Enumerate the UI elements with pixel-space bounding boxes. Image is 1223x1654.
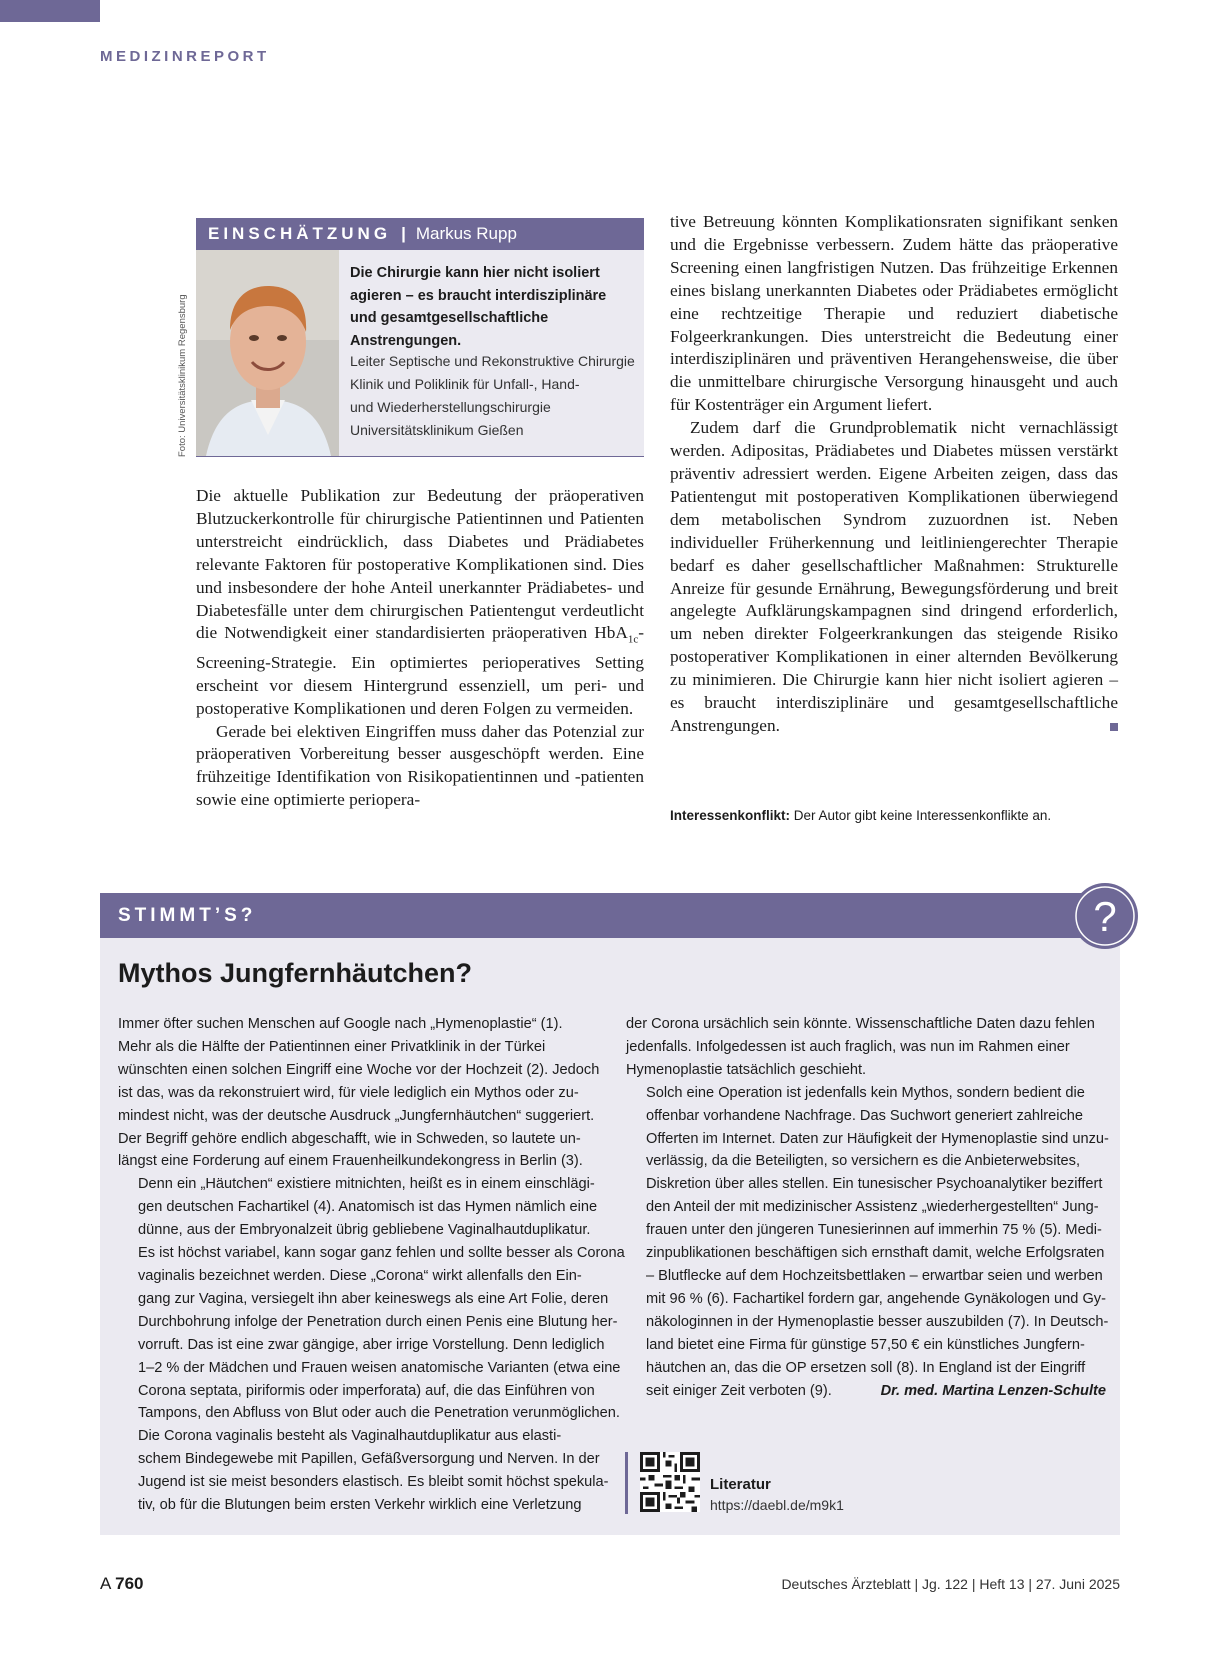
literature-label: Literatur	[710, 1476, 771, 1493]
coi-label: Interessenkonflikt:	[670, 808, 791, 823]
einschaetzung-kicker: EINSCHÄTZUNG	[208, 224, 392, 243]
stimmts-title: Mythos Jungfernhäutchen?	[118, 958, 473, 988]
einschaetzung-author: Markus Rupp	[415, 224, 517, 243]
paragraph: der Corona ursächlich sein könnte. Wissenschaftliche Daten dazu fehlen jedenfalls. Infolgedessen ist auch fraglich, was nun im Rahmen einer Hymenoplastie tatsächlich geschieht.	[626, 1016, 1095, 1078]
bio-line: Universitätsklinikum Gießen	[350, 422, 524, 438]
question-mark-glyph: ?	[1093, 893, 1117, 940]
section-label: MEDIZINREPORT	[100, 48, 270, 65]
paragraph: Denn ein „Häutchen“ existiere mitnichten, heißt es in einem einschlägi- gen deutschen Fachartikel (4). Anatomisch ist das Hymen nämlich eine dünne, aus der Embryonalzeit übrig gebliebene Vaginalhautduplikatur. Es ist höchst variabel, kann sogar ganz fehlen und sollte besser als Corona vaginalis bezeichnet werden. Diese „Corona“ wirkt allenfalls den Ein- gang zur Vagina, versiegelt ihn aber keineswegs als eine Art Folie, deren Durchbohrung infolge der Penetration durch einen Penis eine Blutung her- vorruft. Das ist eine zwar gängige, aber irrige Vorstellung. Denn lediglich 1–2 % der Mädchen und Frauen weisen anatomische Varianten (etwa eine Corona septata, piriformis oder imperforata) auf, die das Einführen von Tampons, den Abfluss von Blut oder auch die Penetration verunmöglichen.	[138, 1176, 625, 1422]
end-of-article-mark	[1110, 723, 1118, 731]
paragraph: Die aktuelle Publikation zur Bedeutung der präoperativen Blutzuckerkontrolle für chirurgische Patientinnen und Patienten unterstreicht eindrücklich, dass Diabetes und Prädiabetes relevante Faktoren für postoperative Komplikationen sind. Dies und insbesondere der hohe Anteil unerkannter Prädiabetes- und Diabetesfälle unter dem chirurgischen Patientengut verdeutlicht die Notwendigkeit einer standardisierten präoperativen HbA$_{1c}$-Screening-Strategie. Ein optimiertes perioperatives Setting erscheint vor diesem Hintergrund essenziell, um peri- und postoperative Komplikationen und deren Folgen zu vermeiden.	[196, 486, 644, 718]
paragraph: Immer öfter suchen Menschen auf Google nach „Hymenoplastie“ (1). Mehr als die Hälfte der Patientinnen einer Privatklinik in der Türkei wünschten einen solchen Eingriff eine Woche vor der Hochzeit (2). Jedoch ist das, was da rekonstruiert wird, für viele lediglich ein Mythos oder zu- mindest nicht, was der deutsche Ausdruck „Jungfernhäutchen“ suggeriert. Der Begriff gehöre endlich abgeschafft, wie in Schweden, so lautete un- längst eine Forderung auf einem Frauenheilkundekongress in Berlin (3).	[118, 1016, 600, 1170]
paragraph: Gerade bei elektiven Eingriffen muss daher das Potenzial zur präoperativen Vorbereitung besser ausgeschöpft werden. Eine frühzeitige Identifikation von Risikopatientinnen und -patienten sowie eine optimierte periopera-	[196, 721, 644, 810]
conflict-of-interest	[670, 808, 1051, 823]
paragraph: tive Betreuung könnten Komplikationsraten signifikant senken und die Ergebnisse verbessern. Zudem hätte das präoperative Screening einen langfristigen Nutzen. Das frühzeitige Erkennen eines bislang unerkannten Diabetes oder Prädiabetes ermöglicht eine rechtzeitige Therapie und reduziert diabetische Folgeerkrankungen. Dies unterstreicht die Bedeutung einer interdisziplinären und präventiven Herangehensweise, die über die unmittelbare chirurgische Versorgung hinausgeht und auch für Kostenträger ein Argument liefert.	[670, 212, 1118, 415]
header-separator: |	[401, 224, 406, 243]
paragraph: Die Corona vaginalis besteht als Vaginalhautduplikatur aus elasti- schem Bindegewebe mit Papillen, Gefäßversorgung und Nerven. In der Jugend ist sie meist besonders elastisch. Es bleibt somit höchst spekula- tiv, ob für die Blutungen beim ersten Verkehr wirklich eine Verletzung	[138, 1428, 609, 1514]
stimmts-left-column	[118, 1013, 625, 1517]
bio-line: Leiter Septische und Rekonstruktive Chirurgie	[350, 353, 635, 369]
article-author: Dr. med. Martina Lenzen-Schulte	[880, 1382, 1106, 1399]
einschaetzung-header	[196, 218, 644, 250]
coi-text: Der Autor gibt keine Interessenkonflikte an.	[790, 808, 1052, 823]
photo-credit: Foto: Universitätsklinikum Regensburg	[177, 294, 188, 457]
literature-rule	[625, 1452, 628, 1514]
journal-citation: Deutsches Ärzteblatt | Jg. 122 | Heft 13 | 27. Juni 2025	[781, 1576, 1120, 1592]
stimmts-header: STIMMT’S?	[100, 893, 1120, 938]
author-portrait	[196, 250, 339, 456]
author-bio	[350, 350, 634, 442]
last-line: seit einiger Zeit verboten (9).	[646, 1382, 832, 1399]
einschaetzung-right-column	[670, 211, 1118, 738]
einschaetzung-box	[196, 250, 644, 457]
literature-link[interactable]: https://daebl.de/m9k1	[710, 1497, 844, 1513]
page-number: A 760	[100, 1574, 144, 1593]
stimmts-right-column	[626, 1013, 1109, 1402]
portrait-illustration	[196, 250, 339, 456]
bio-line: Klinik und Poliklinik für Unfall-, Hand-	[350, 376, 580, 392]
qr-code-icon	[640, 1452, 700, 1512]
pull-quote: Die Chirurgie kann hier nicht isoliert agieren – es braucht interdisziplinäre und gesamtgesellschaftliche Anstrengungen.	[350, 265, 607, 349]
bio-line: und Wiederherstellungschirurgie	[350, 399, 551, 415]
einschaetzung-left-column	[196, 485, 644, 812]
question-mark-icon	[1070, 881, 1140, 951]
paragraph: Zudem darf die Grundproblematik nicht vernachlässigt werden. Adipositas, Prädiabetes und Diabetes müssen verstärkt präventiv adressiert werden. Eigene Arbeiten zeigen, dass das Patientengut mit postoperativen Komplikationen überwiegend dem metabolischen Syndrom zuzuordnen ist. Neben individueller Früherkennung und leitliniengerechter Therapie bedarf es daher gesellschaftlicher Maßnahmen: Strukturelle Anreize für gesunde Ernährung, Bewegungsförderung und breit angelegte Aufklärungskampagnen sind dringend erforderlich, um neben direkter Folgeerkrankungen das steigende Risiko postoperativer Komplikationen in einer alternden Bevölkerung zu minimieren. Die Chirurgie kann hier nicht isoliert agieren – es braucht interdisziplinäre und gesamtgesellschaftliche Anstrengungen.	[670, 418, 1118, 735]
corner-accent-bar	[0, 0, 100, 22]
paragraph: Solch eine Operation ist jedenfalls kein Mythos, sondern bedient die offenbar vorhandene Nachfrage. Das Suchwort generiert zahlreiche Offerten im Internet. Daten zur Häufigkeit der Hymenoplastie sind unzu- verlässig, da die Beteiligten, so versichern es die Anbieterwebsites, Diskretion über alles stellen. Ein tunesischer Psychoanalytiker beziffert den Anteil der mit medizinischer Assistenz „wiederhergestellten“ Jung- frauen unter den jüngeren Tunesierinnen auf immerhin 75 % (5). Medi- zinpublikationen beschäftigen sich ernsthaft damit, welche Erfolgsraten – Blutflecke auf dem Hochzeitsbettlaken – erwartbar seien und werben mit 96 % (6). Fachartikel fordern gar, angehende Gynäkologen und Gy- näkologinnen in der Hymenoplastie besser auszubilden (7). In Deutsch- land bietet eine Firma für günstige 57,50 € ein künstliches Jungfern- häutchen an, das die OP ersetzen soll (8). In England ist der Eingriff seit einiger Zeit verboten (9). Dr. med. Martina Lenzen-Schulte	[626, 1082, 1106, 1403]
